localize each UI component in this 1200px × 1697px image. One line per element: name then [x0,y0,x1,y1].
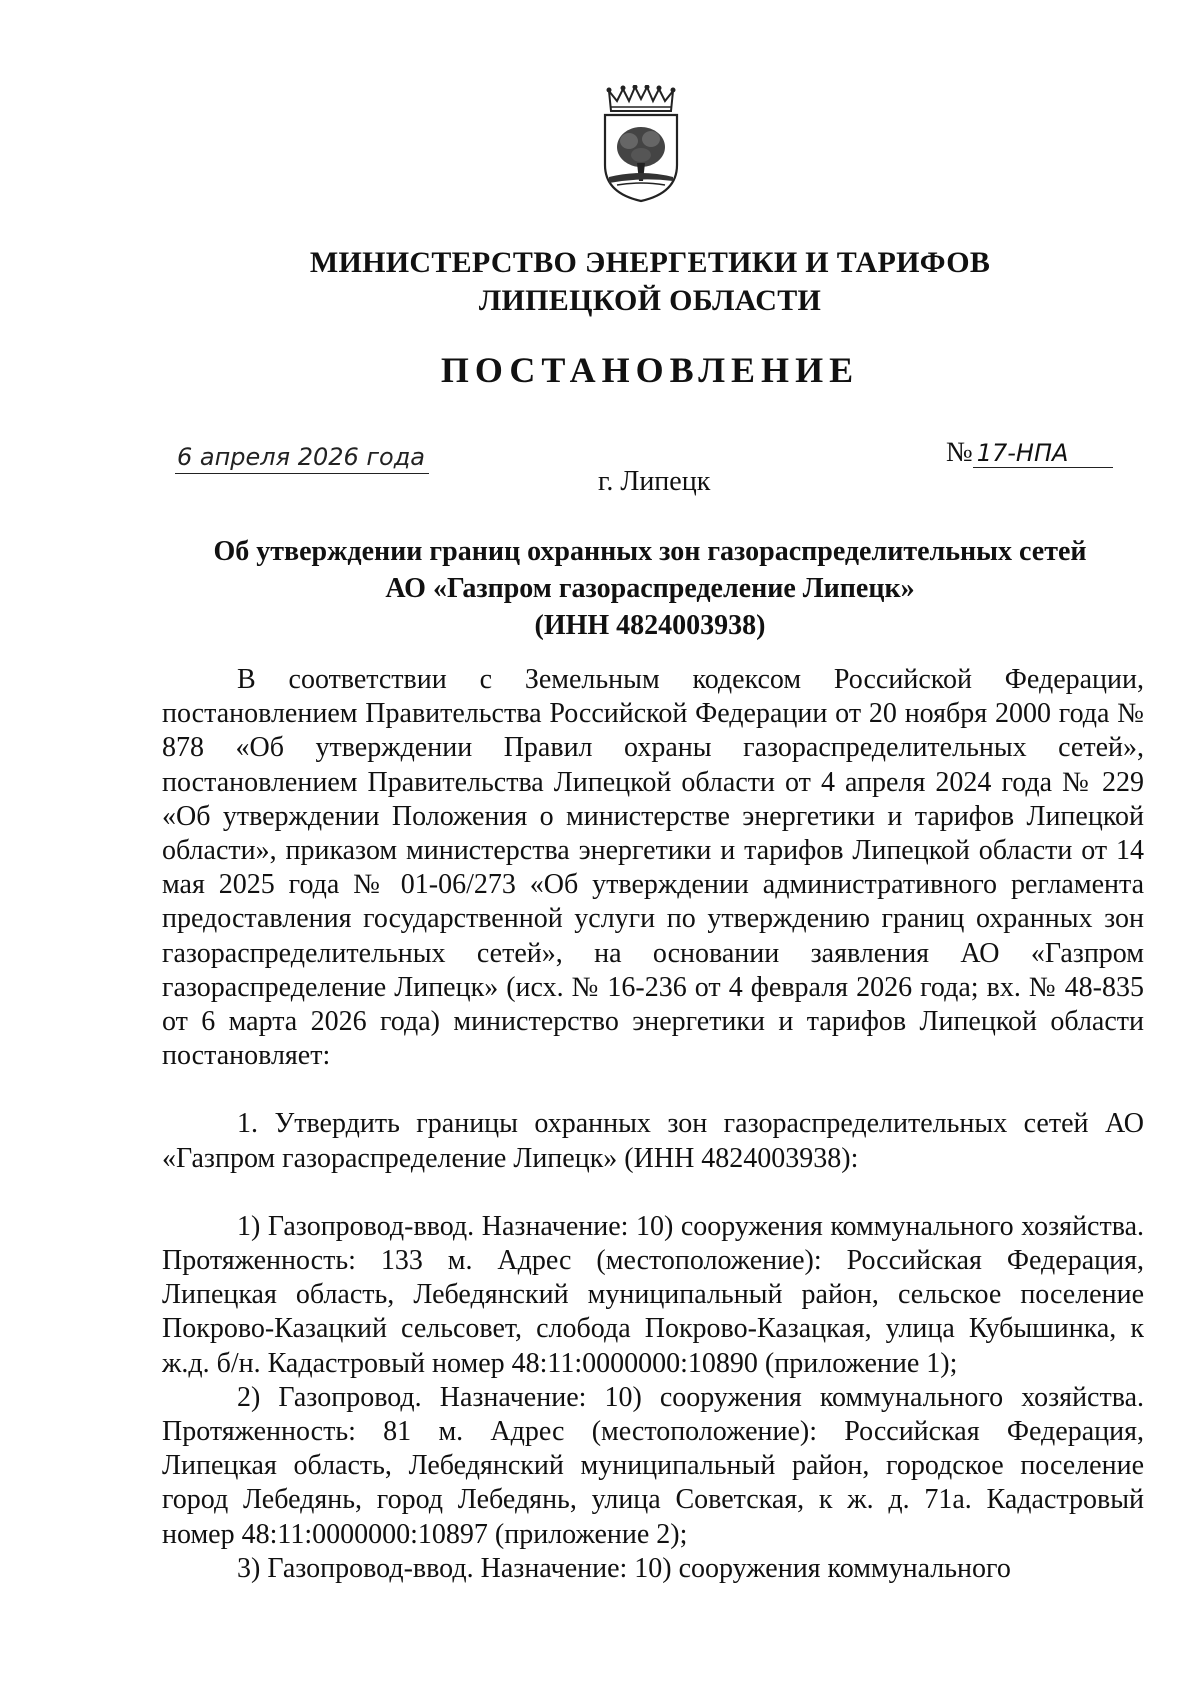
subitem-2: 2) Газопровод. Назначение: 10) сооружения коммунального хозяйства. Протяженность: 81 м. Адрес (местоположение): Российская Федерация, Липецкая область, Лебедянский муниципальный район, городское поселение город Лебедянь, город Лебедянь, улица Советская, к ж. д. 71а. Кадастровый номер 48:11:0000000:10897 (приложение 2); [162,1381,1144,1550]
decree-title-line1: Об утверждении границ охранных зон газораспределительных сетей [213,536,1087,567]
ministry-name-line1: МИНИСТЕРСТВО ЭНЕРГЕТИКИ И ТАРИФОВ [309,246,991,279]
document-number [946,437,1113,469]
handwritten-date: 6 апреля 2026 года [175,443,429,474]
number-prefix: № [946,437,973,468]
decree-title-line2: АО «Газпром газораспределение Липецк» [385,573,915,604]
decree-body [162,663,1144,1586]
city-name: г. Липецк [598,466,711,497]
subitem-1: 1) Газопровод-ввод. Назначение: 10) сооружения коммунального хозяйства. Протяженность: 133 м. Адрес (местоположение): Российская Федерация, Липецкая область, Лебедянский муниципальный район, сельское поселение Покрово-Казацкий сельсовет, слобода Покрово-Казацкая, улица Кубышинка, к ж.д. б/н. Кадастровый номер 48:11:0000000:10890 (приложение 1); [162,1210,1144,1379]
resolution-item-1: 1. Утвердить границы охранных зон газораспределительных сетей АО «Газпром газораспределение Липецк» (ИНН 4824003938): [162,1108,1144,1174]
handwritten-number: 17-НПА [973,439,1113,468]
subitem-3: 3) Газопровод-ввод. Назначение: 10) сооружения коммунального [237,1552,1011,1584]
ministry-name-line2: ЛИПЕЦКОЙ ОБЛАСТИ [478,284,822,317]
decree-title-line3: (ИНН 4824003938) [534,610,766,641]
preamble-paragraph: В соответствии с Земельным кодексом Российской Федерации, постановлением Правительства Российской Федерации от 20 ноября 2000 года № 878 «Об утверждении Правил охраны газораспределительных сетей», постановлением Правительства Липецкой области от 4 апреля 2024 года № 229 «Об утверждении Положения о министерстве энергетики и тарифов Липецкой области», приказом министерства энергетики и тарифов Липецкой области от 14 мая 2025 года № 01-06/273 «Об утверждении административного регламента предоставления государственной услуги по утверждению границ охранных зон газораспределительных сетей», на основании заявления АО «Газпром газораспределение Липецк» (исх. № 16-236 от 4 февраля 2026 года; вх. № 48-835 от 6 марта 2026 года) министерство энергетики и тарифов Липецкой области постановляет: [162,664,1144,1072]
document-type-title: ПОСТАНОВЛЕНИЕ [440,350,860,390]
lipetsk-coat-of-arms-icon [599,85,683,203]
